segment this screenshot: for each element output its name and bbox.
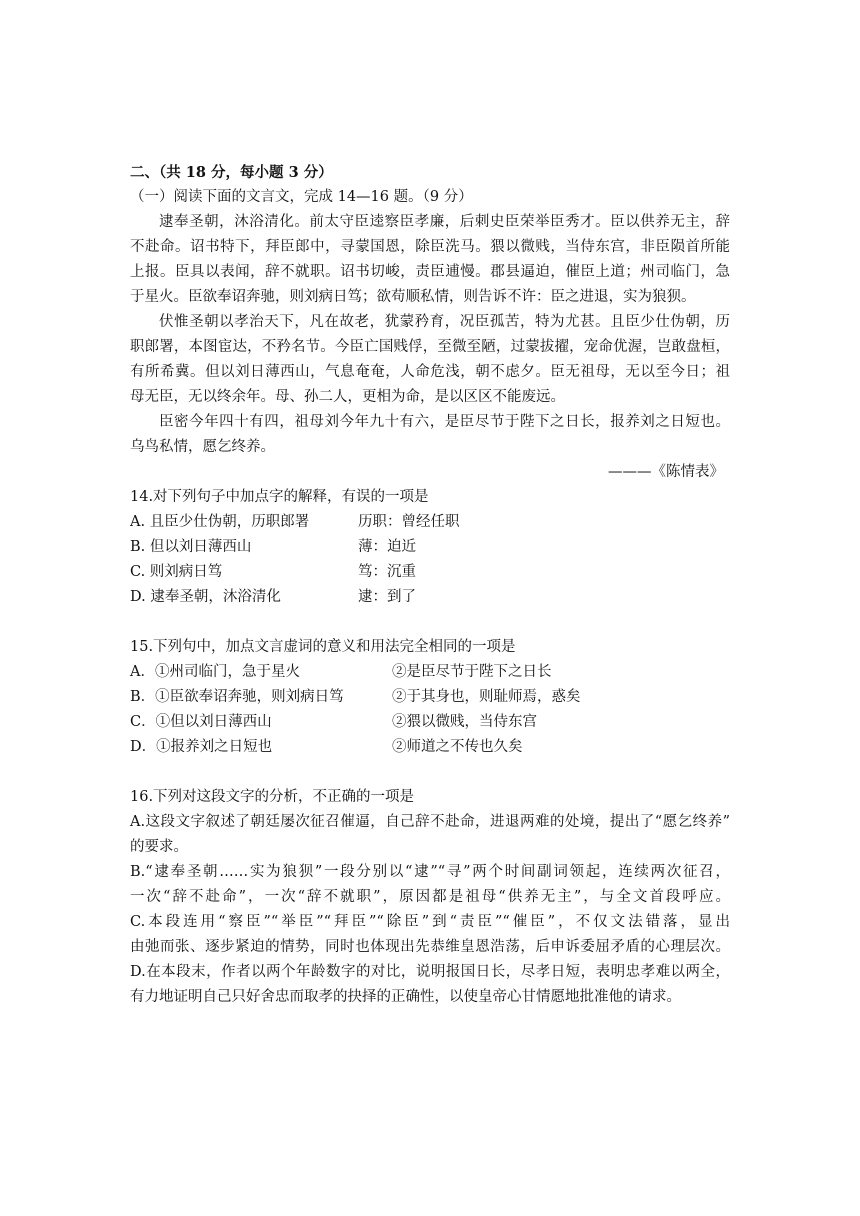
option-first: D．①报养刘之日短也 [130, 739, 273, 755]
passage-line: 母无臣，无以终余年。母、孙二人，更相为命，是以区区不能废远。 [130, 389, 565, 405]
option-row [130, 685, 730, 710]
option-gloss: 逮：到了 [358, 589, 416, 605]
option-gloss: 历职：曾经任职 [358, 514, 460, 530]
passage-line: 不赴命。诏书特下，拜臣郎中，寻蒙国恩，除臣洗马。猥以微贱，当侍东宫，非臣陨首所能 [130, 239, 730, 255]
passage-line: 逮奉圣朝，沐浴清化。前太守臣逵察臣孝廉，后刺史臣荣举臣秀才。臣以供养无主，辞 [159, 214, 730, 230]
option-row [130, 585, 730, 610]
option-sentence: C. 则刘病日笃 [130, 564, 223, 580]
option-sentence: A. 且臣少仕伪朝，历职郎署 [130, 514, 310, 530]
option-first: A．①州司临门，急于星火 [130, 664, 300, 680]
passage-line: 有所希冀。但以刘日薄西山，气息奄奄，人命危浅，朝不虑夕。臣无祖母，无以至今日；祖 [130, 364, 730, 380]
question-15 [130, 635, 730, 760]
question-stem: 15.下列句中，加点文言虚词的意义和用法完全相同的一项是 [130, 639, 516, 655]
option-row [130, 710, 730, 735]
option-sentence: B. 但以刘日薄西山 [130, 539, 252, 555]
passage-line: 职郎署，本图宦达，不矜名节。今臣亡国贱俘，至微至陋，过蒙拔擢，宠命优渥，岂敢盘桓， [130, 339, 730, 355]
option-row [130, 560, 730, 585]
option-second: ②师道之不传也久矣 [392, 739, 523, 755]
question-stem: 14.对下列句子中加点字的解释，有误的一项是 [130, 489, 429, 505]
exam-page [130, 160, 730, 1010]
option-gloss: 笃：沉重 [358, 564, 416, 580]
spacer [130, 760, 730, 785]
option-gloss: 薄：迫近 [358, 539, 416, 555]
option-text-line: 有力地证明自己只好舍忠而取孝的抉择的正确性，以使皇帝心甘情愿地批准他的请求。 [130, 989, 681, 1005]
option-text-line: B.“逮奉圣朝……实为狼狈”一段分别以“逮”“寻”两个时间副词领起，连续两次征召， [130, 864, 730, 880]
passage-line: 乌鸟私情，愿乞终养。 [130, 439, 275, 455]
option-text-line: D.在本段末，作者以两个年龄数字的对比，说明报国日长，尽孝日短，表明忠孝难以两全， [130, 964, 730, 980]
question-14 [130, 485, 730, 610]
passage-line: 伏惟圣朝以孝治天下，凡在故老，犹蒙矜育，况臣孤苦，特为尤甚。且臣少仕伪朝，历 [159, 314, 730, 330]
section-header: 二、（共 18 分，每小题 3 分） [130, 164, 333, 181]
option-first: C．①但以刘日薄西山 [130, 714, 272, 730]
passage-line: 臣密今年四十有四，祖母刘今年九十有六，是臣尽节于陛下之日长，报养刘之日短也。 [159, 414, 730, 430]
option-text-line: 的要求。 [130, 839, 188, 855]
passage-line: 上报。臣具以表闻，辞不就职。诏书切峻，责臣逋慢。郡县逼迫，催臣上道；州司临门，急 [130, 264, 730, 280]
option-first: B．①臣欲奉诏奔驰，则刘病日笃 [130, 689, 344, 705]
question-16 [130, 785, 730, 1010]
option-row [130, 660, 730, 685]
question-stem: 16.下列对这段文字的分析，不正确的一项是 [130, 789, 415, 805]
passage-line: 于星火。臣欲奉诏奔驰，则刘病日笃；欲苟顺私情，则告诉不许：臣之进退，实为狼狈。 [130, 289, 696, 305]
option-text-line: A.这段文字叙述了朝廷屡次征召催逼，自己辞不赴命，进退两难的处境，提出了“愿乞终养” [130, 814, 730, 830]
option-text-line: C.本段连用“察臣”“举臣”“拜臣”“除臣”到“责臣”“催臣”，不仅文法错落，显出 [130, 914, 730, 930]
option-second: ②猥以微贱，当侍东宫 [392, 714, 537, 730]
passage-source: ———《陈情表》 [608, 464, 724, 480]
classical-passage [130, 210, 730, 485]
subsection-instruction: （一）阅读下面的文言文，完成 14—16 题。（9 分） [130, 189, 473, 205]
option-sentence: D. 逮奉圣朝，沐浴清化 [130, 589, 281, 605]
option-second: ②于其身也，则耻师焉，惑矣 [392, 689, 581, 705]
spacer [130, 610, 730, 635]
option-row [130, 535, 730, 560]
option-text-line: 由弛而张、逐步紧迫的情势，同时也体现出先恭维皇恩浩荡，后申诉委屈矛盾的心理层次。 [130, 939, 730, 955]
option-second: ②是臣尽节于陛下之日长 [392, 664, 552, 680]
option-row [130, 735, 730, 760]
option-text-line: 一次“辞不赴命”，一次“辞不就职”，原因都是祖母“供养无主”，与全文首段呼应。 [130, 889, 730, 905]
option-row [130, 510, 730, 535]
